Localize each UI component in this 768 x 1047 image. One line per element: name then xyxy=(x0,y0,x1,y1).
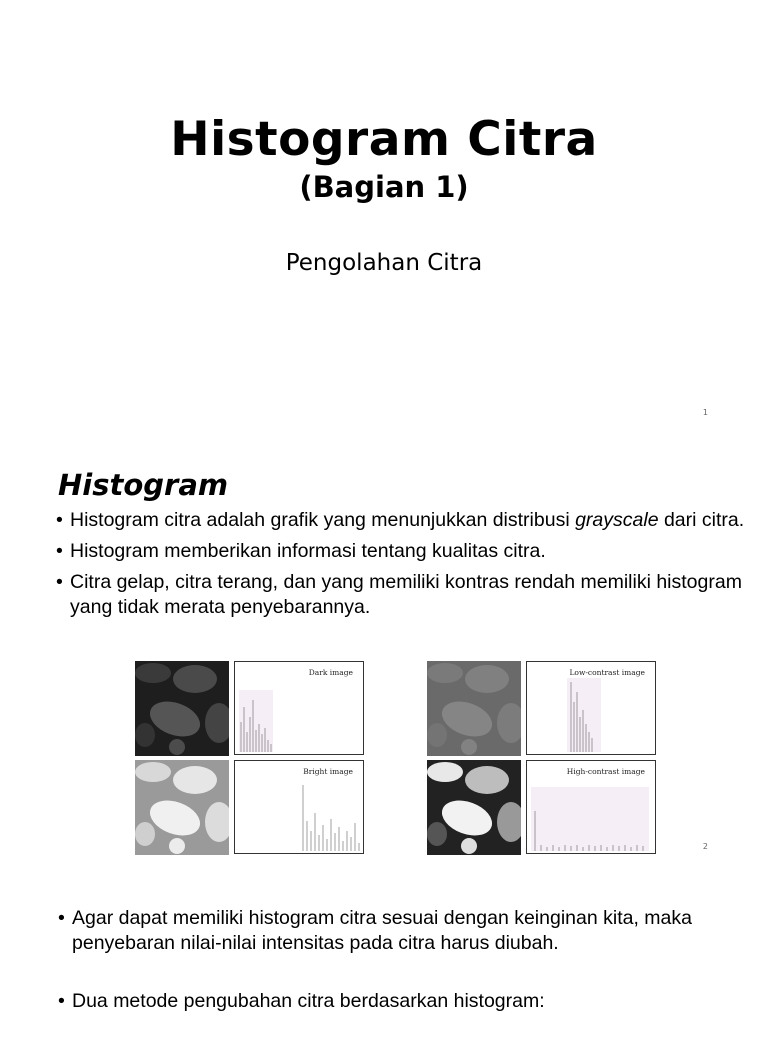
title-slide xyxy=(0,0,768,440)
course-name: Pengolahan Citra xyxy=(285,250,483,276)
bullet-item xyxy=(56,508,746,533)
histogram-label: Bright image xyxy=(303,767,353,776)
dark-histogram xyxy=(234,661,364,755)
bullet-item xyxy=(56,539,746,564)
histogram-figure-contrast xyxy=(427,661,659,855)
histogram-figure-dark-bright xyxy=(135,661,367,855)
bullet-text: Citra gelap, citra terang, dan yang memiliki kontras rendah memiliki histogram yang tidak merata penyebarannya. xyxy=(70,571,742,618)
bright-histogram-bars xyxy=(235,761,365,855)
section-heading: Histogram xyxy=(58,468,229,502)
bullet-list xyxy=(58,906,748,1047)
slide-title: Histogram Citra xyxy=(170,112,598,167)
histogram-slide xyxy=(0,440,768,870)
high-contrast-histogram xyxy=(526,760,656,854)
bullet-item xyxy=(58,989,748,1014)
bullet-text: Histogram citra adalah grafik yang menunjukkan distribusi xyxy=(70,509,576,531)
bullet-emphasis: grayscale xyxy=(575,509,659,531)
slide-subtitle: (Bagian 1) xyxy=(299,170,469,204)
bullet-text: Dua metode pengubahan citra berdasarkan histogram: xyxy=(72,990,545,1012)
high-contrast-image xyxy=(427,760,521,855)
dark-image xyxy=(135,661,229,756)
bright-histogram xyxy=(234,760,364,854)
dark-histogram-bars xyxy=(235,662,365,756)
methods-slide xyxy=(0,870,768,1024)
low-contrast-histogram-bars xyxy=(527,662,657,756)
bullet-text: dari citra. xyxy=(658,509,745,531)
low-contrast-histogram xyxy=(526,661,656,755)
bullet-item xyxy=(58,906,748,956)
histogram-label: High-contrast image xyxy=(566,767,645,776)
bright-image xyxy=(135,760,229,855)
low-contrast-image xyxy=(427,661,521,756)
high-contrast-histogram-bars xyxy=(527,761,657,855)
page-number: 2 xyxy=(702,842,708,851)
bullet-text: Histogram memberikan informasi tentang kualitas citra. xyxy=(70,540,546,562)
histogram-label: Dark image xyxy=(308,668,353,677)
histogram-label: Low-contrast image xyxy=(569,668,645,677)
page-number: 1 xyxy=(702,408,708,417)
bullet-list xyxy=(56,508,746,626)
bullet-text: Agar dapat memiliki histogram citra sesuai dengan keinginan kita, maka penyebaran nilai-nilai intensitas pada citra harus diubah. xyxy=(72,907,692,954)
bullet-item xyxy=(56,570,746,620)
